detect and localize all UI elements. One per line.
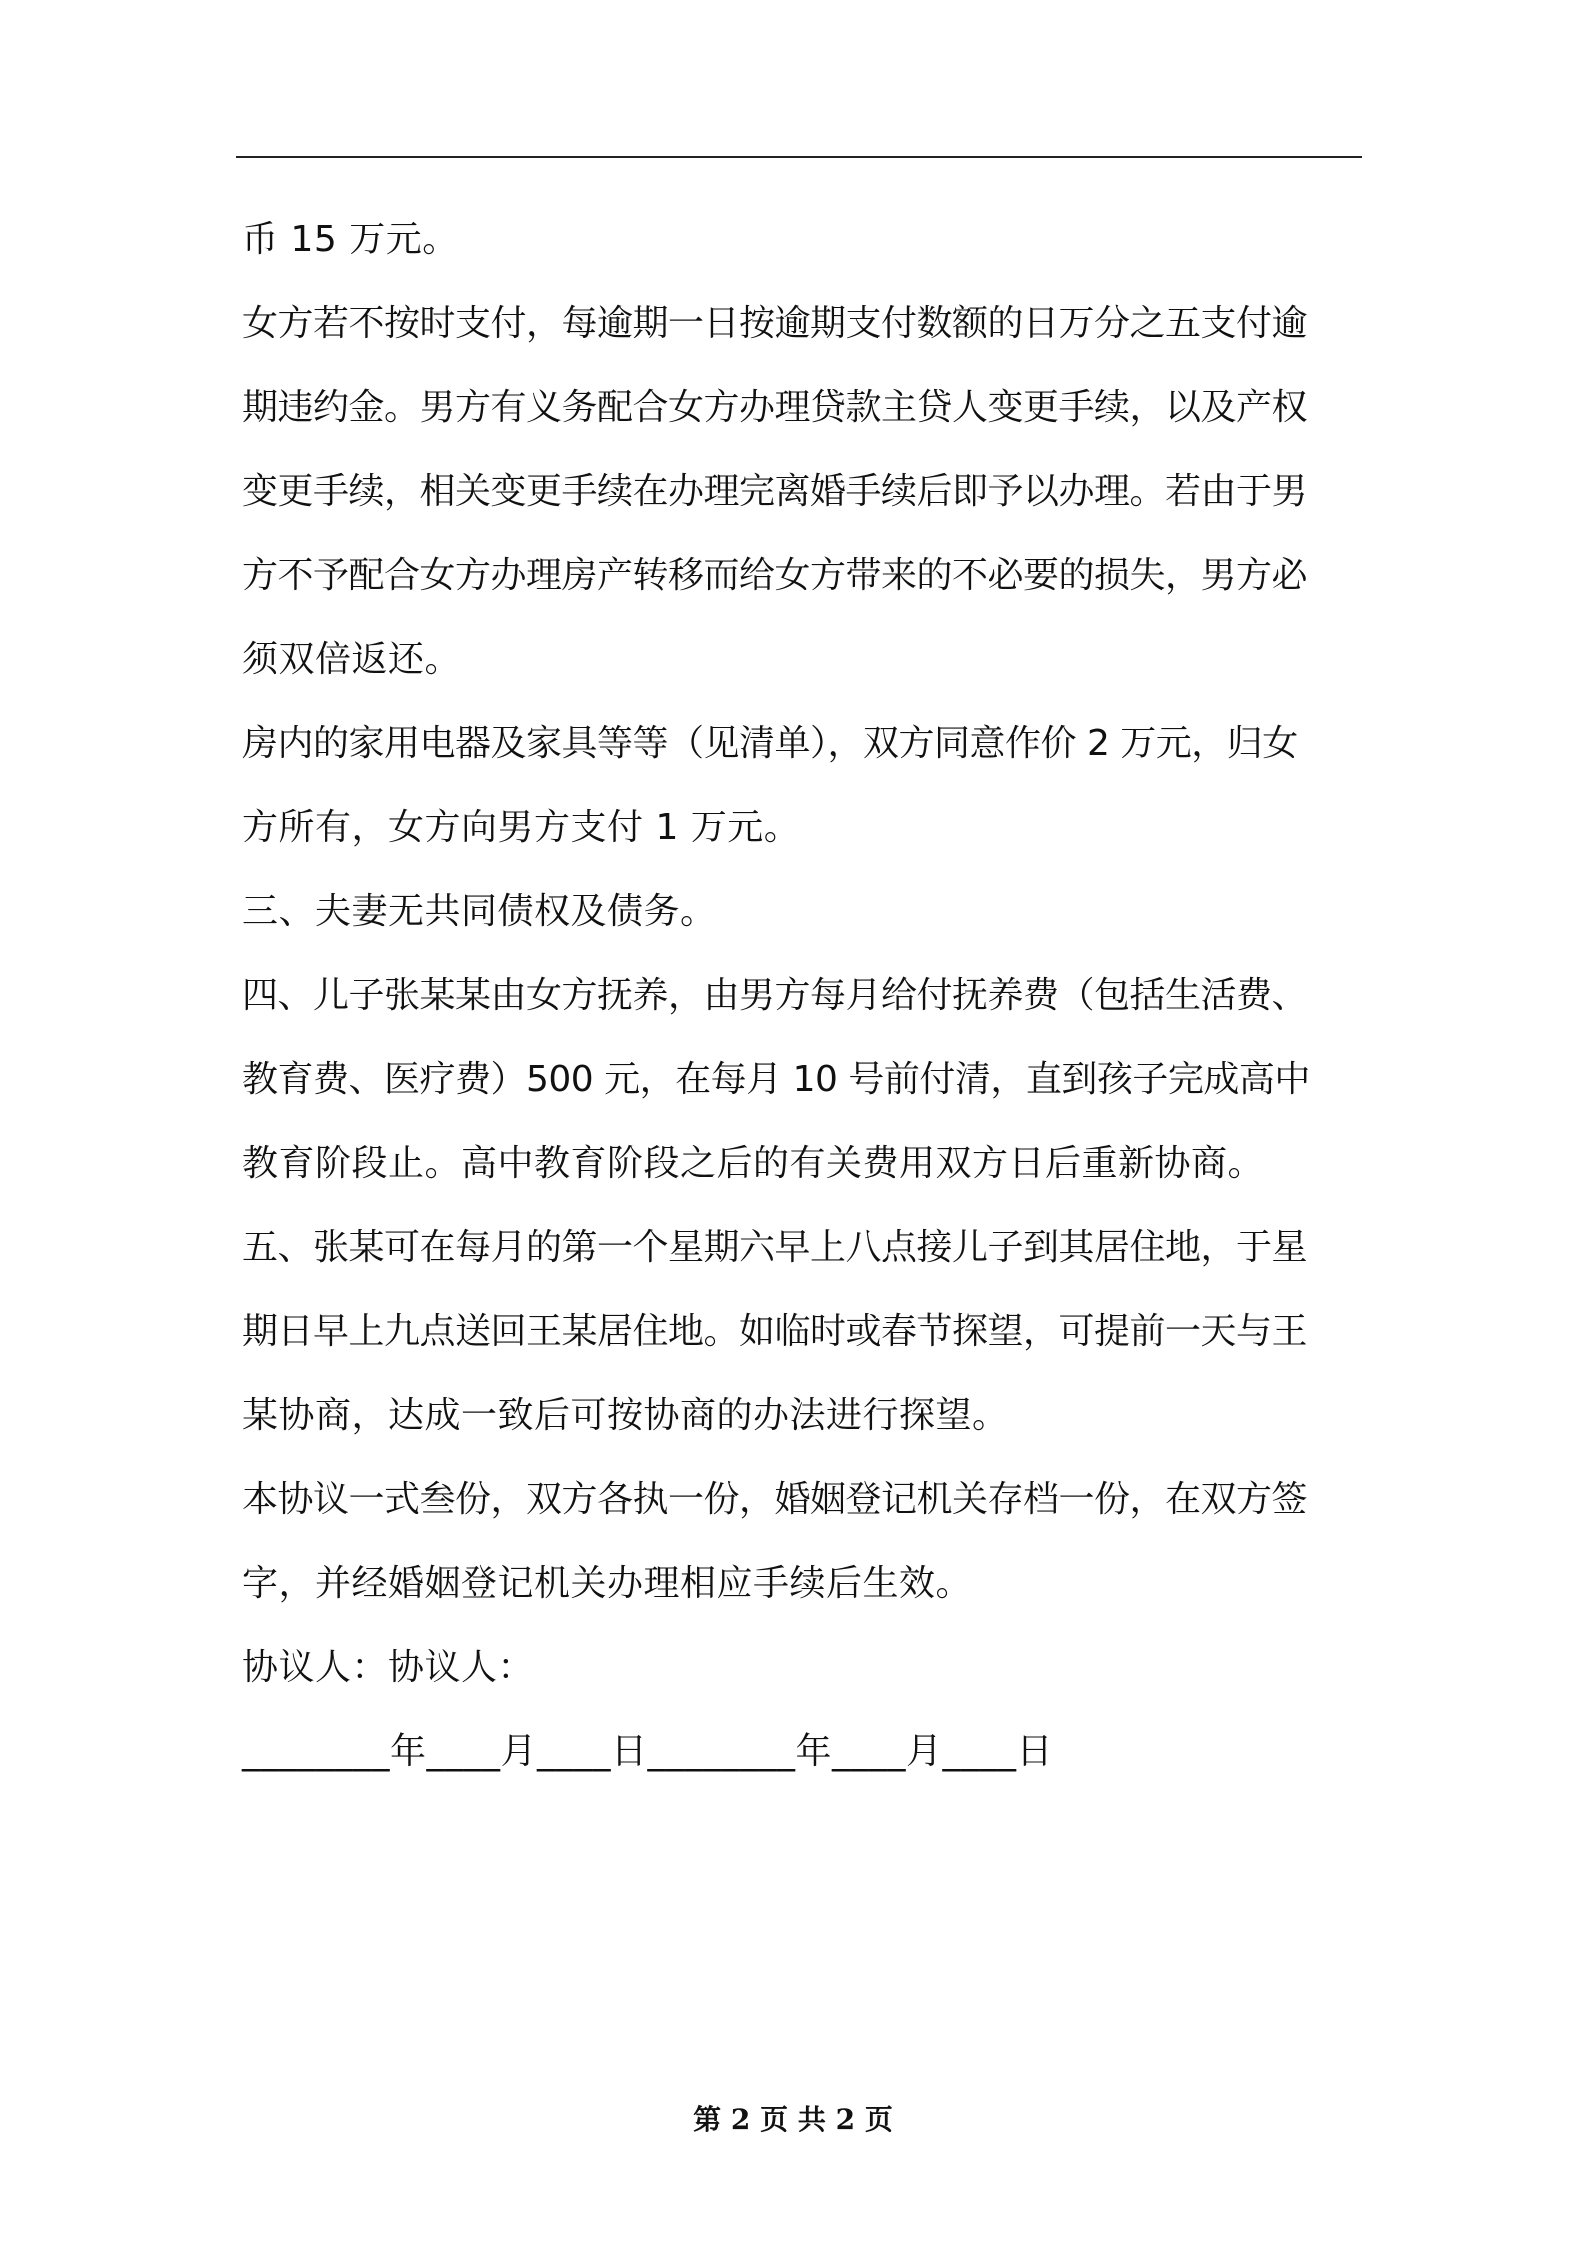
date-blanks: ________年____月____日________年____月____日 — [242, 1731, 1053, 1772]
text-line: 方不予配合女方办理房产转移而给女方带来的不必要的损失，男方必 — [242, 555, 1308, 596]
signatories-label: 协议人：协议人： — [242, 1647, 535, 1688]
text-line: 房内的家用电器及家具等等（见清单），双方同意作价 2 万元，归女 — [242, 723, 1298, 764]
text-line: 期日早上九点送回王某居住地。如临时或春节探望，可提前一天与王 — [242, 1311, 1308, 1352]
text-line: 方所有，女方向男方支付 1 万元。 — [242, 807, 801, 848]
text-line: 某协商，达成一致后可按协商的办法进行探望。 — [242, 1395, 1009, 1436]
text-line: 变更手续，相关变更手续在办理完离婚手续后即予以办理。若由于男 — [242, 471, 1308, 512]
text-line: 教育费、医疗费）500 元，在每月 10 号前付清，直到孩子完成高中 — [242, 1059, 1310, 1100]
text-line: 期违约金。男方有义务配合女方办理贷款主贷人变更手续，以及产权 — [242, 387, 1308, 428]
text-line: 五、张某可在每月的第一个星期六早上八点接儿子到其居住地，于星 — [242, 1227, 1308, 1268]
text-line: 币 15 万元。 — [242, 219, 459, 260]
header-rule — [236, 156, 1362, 158]
text-line: 字，并经婚姻登记机关办理相应手续后生效。 — [242, 1563, 973, 1604]
text-line: 教育阶段止。高中教育阶段之后的有关费用双方日后重新协商。 — [242, 1143, 1265, 1184]
text-line: 女方若不按时支付，每逾期一日按逾期支付数额的日万分之五支付逾 — [242, 303, 1308, 344]
text-line: 本协议一式叁份，双方各执一份，婚姻登记机关存档一份，在双方签 — [242, 1479, 1308, 1520]
text-line: 四、儿子张某某由女方抚养，由男方每月给付抚养费（包括生活费、 — [242, 975, 1308, 1016]
text-line: 须双倍返还。 — [242, 639, 462, 680]
page-number-footer: 第 2 页 共 2 页 — [693, 2103, 893, 2136]
document-body — [242, 198, 1362, 1794]
text-line: 三、夫妻无共同债权及债务。 — [242, 891, 717, 932]
